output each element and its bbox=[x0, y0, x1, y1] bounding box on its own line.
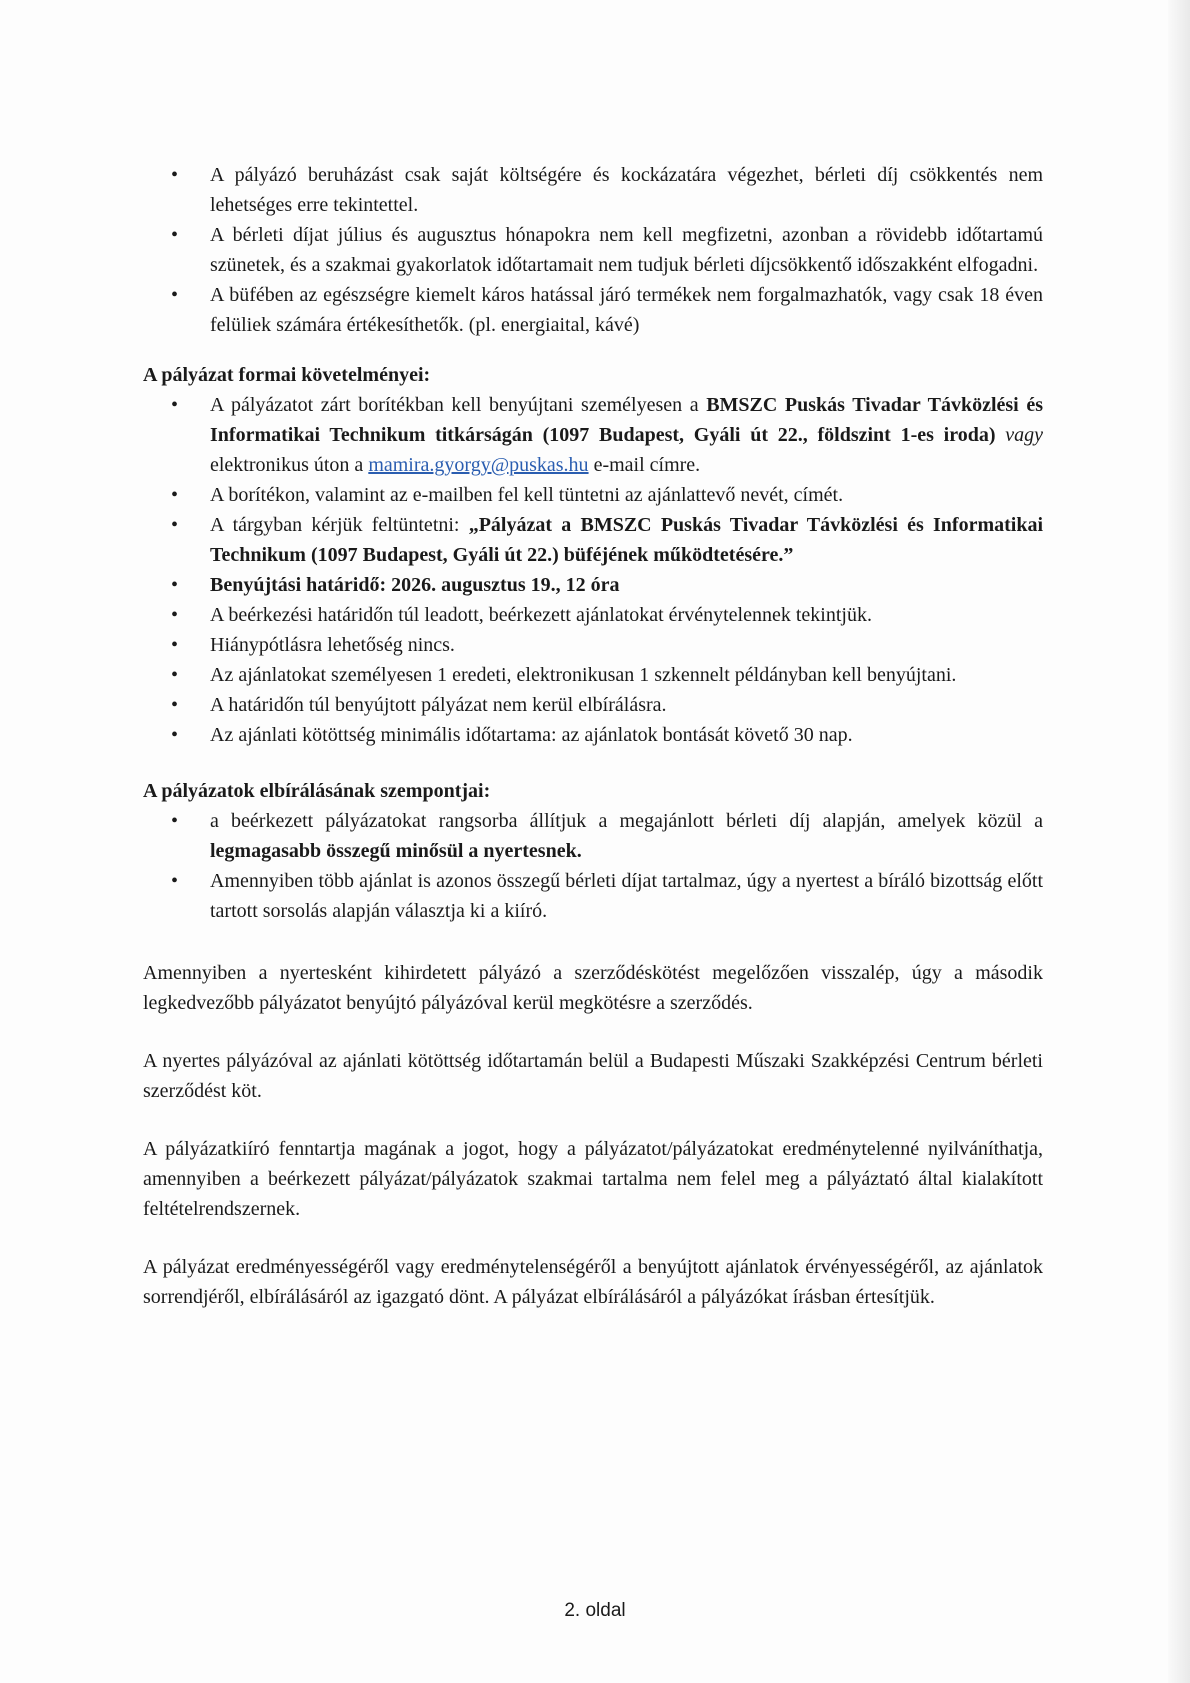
paragraph: Amennyiben a nyertesként kihirdetett pályázó a szerződéskötést megelőzően visszalép, úgy a második legkedvezőbb pályázatot benyújtó pályázóval kerül megkötésre a szerződés. bbox=[143, 962, 1043, 1014]
text-run: elektronikus úton a bbox=[210, 454, 369, 476]
list-item: • A beérkezési határidőn túl leadott, beérkezett ajánlatokat érvénytelennek tekintjük. bbox=[143, 600, 1043, 630]
text-run: a beérkezett pályázatokat rangsorba állítjuk a megajánlott bérleti díj alapján, amelyek közül a bbox=[210, 810, 1043, 832]
list-item: • A borítékon, valamint az e-mailben fel kell tüntetni az ajánlattevő nevét, címét. bbox=[143, 480, 1043, 510]
paragraph: A nyertes pályázóval az ajánlati kötöttség időtartamán belül a Budapesti Műszaki Szakképzési Centrum bérleti szerződést köt. bbox=[143, 1050, 1043, 1102]
list-item: • Az ajánlati kötöttség minimális időtartama: az ajánlatok bontását követő 30 nap. bbox=[143, 720, 1043, 750]
list-item bbox=[143, 806, 1043, 866]
document-body bbox=[143, 160, 1043, 1312]
list-item: • A büfében az egészségre kiemelt káros hatással járó termékek nem forgalmazhatók, vagy csak 18 éven felüliek számára értékesíthetők. (pl. energiaital, kávé) bbox=[143, 280, 1043, 340]
formal-requirements-section bbox=[143, 360, 1043, 750]
section-heading: A pályázatok elbírálásának szempontjai: bbox=[143, 780, 491, 802]
text-run: e-mail címre. bbox=[588, 454, 701, 476]
office-address: BMSZC Puskás Tivadar Távközlési és Informatikai Technikum titkárságán (1097 Budapest, Gyáli út 22., földszint 1-es iroda) bbox=[210, 394, 1043, 446]
list-item: • A bérleti díjat július és augusztus hónapokra nem kell megfizetni, azonban a rövidebb időtartamú szünetek, és a szakmai gyakorlatok időtartamait nem tudjuk bérleti díjcsökkentő időszakként elfogadni. bbox=[143, 220, 1043, 280]
list-item bbox=[143, 570, 1043, 600]
list-item: • Hiánypótlásra lehetőség nincs. bbox=[143, 630, 1043, 660]
list-item: • Az ajánlatokat személyesen 1 eredeti, elektronikusan 1 szkennelt példányban kell benyújtani. bbox=[143, 660, 1043, 690]
section-heading: A pályázat formai követelményei: bbox=[143, 364, 431, 386]
intro-list bbox=[143, 160, 1043, 340]
subject-line: „Pályázat a BMSZC Puskás Tivadar Távközlési és Informatikai Technikum (1097 Budapest, Gyáli út 22.) büféjének működtetésére.” bbox=[210, 514, 1044, 566]
formal-requirements-list bbox=[143, 390, 1043, 750]
evaluation-criteria-list bbox=[143, 806, 1043, 926]
submission-deadline: Benyújtási határidő: 2026. augusztus 19., 12 óra bbox=[210, 574, 620, 596]
text-run: vagy bbox=[1005, 424, 1044, 446]
text-run: A tárgyban kérjük feltüntetni: bbox=[210, 514, 469, 536]
text-run: A pályázatot zárt borítékban kell benyújtani személyesen a bbox=[210, 394, 707, 416]
list-item: • A pályázó beruházást csak saját költségére és kockázatára végezhet, bérleti díj csökkentés nem lehetséges erre tekintettel. bbox=[143, 160, 1043, 220]
page-number: 2. oldal bbox=[564, 1600, 626, 1621]
paragraph: A pályázatkiíró fenntartja magának a jogot, hogy a pályázatot/pályázatokat eredménytelenné nyilváníthatja, amennyiben a beérkezett pályázat/pályázatok szakmai tartalma nem felel meg a pályáztató által kialakított feltételrendszernek. bbox=[143, 1138, 1043, 1220]
paragraph: A pályázat eredményességéről vagy eredménytelenségéről a benyújtott ajánlatok érvényességéről, az ajánlatok sorrendjéről, elbírálásáról az igazgató dönt. A pályázat elbírálásáról a pályázókat írásban értesítjük. bbox=[143, 1256, 1043, 1308]
list-item: • A határidőn túl benyújtott pályázat nem kerül elbírálásra. bbox=[143, 690, 1043, 720]
evaluation-criteria-section bbox=[143, 776, 1043, 926]
list-item bbox=[143, 510, 1043, 570]
winner-criterion: legmagasabb összegű minősül a nyertesnek. bbox=[210, 840, 582, 862]
list-item bbox=[143, 390, 1043, 480]
email-link[interactable]: mamira.gyorgy@puskas.hu bbox=[368, 454, 589, 476]
list-item: • Amennyiben több ajánlat is azonos összegű bérleti díjat tartalmaz, úgy a nyertest a bíráló bizottság előtt tartott sorsolás alapján választja ki a kiíró. bbox=[143, 866, 1043, 926]
